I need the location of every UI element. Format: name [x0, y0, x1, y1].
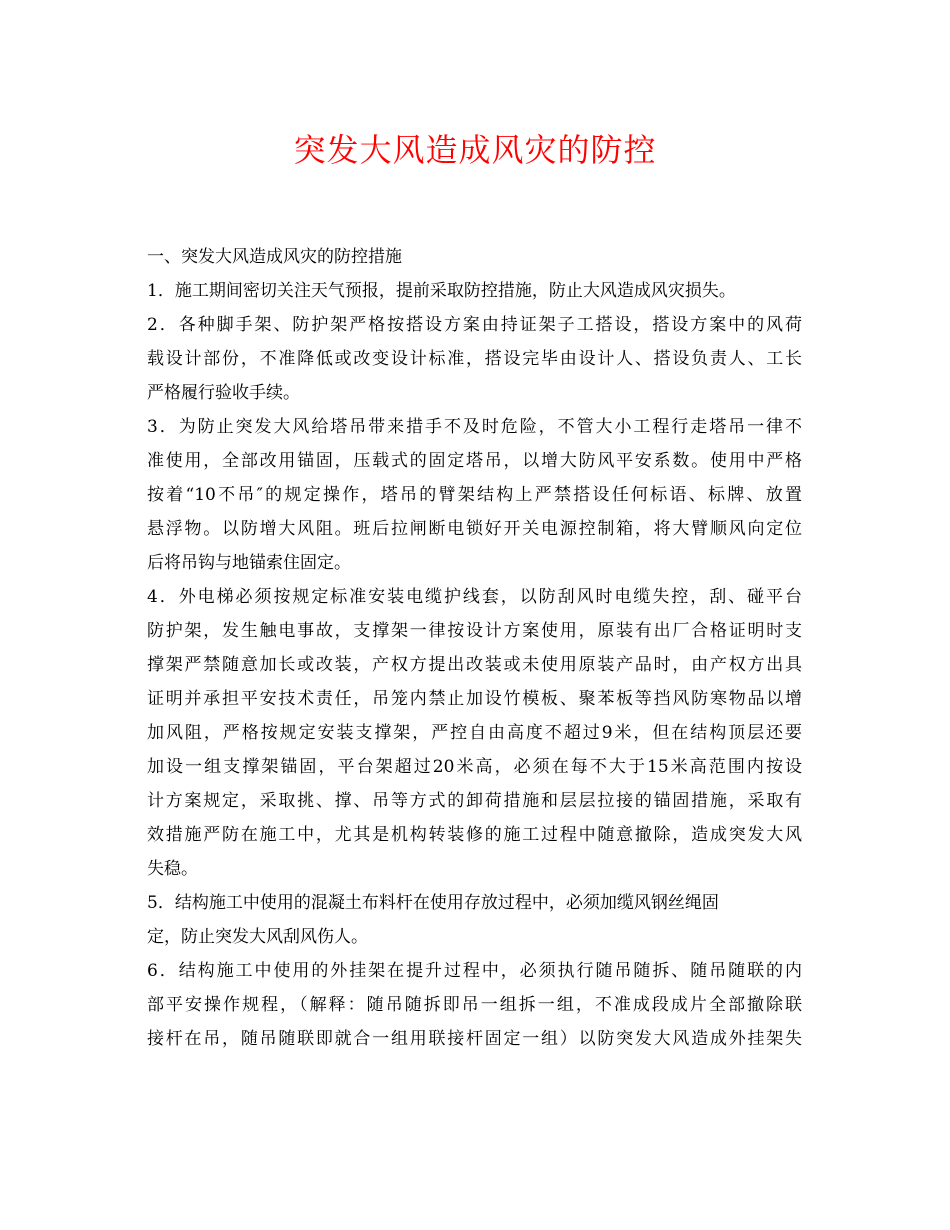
- paragraph-line: 证明并承担平安技术责任，吊笼内禁止加设竹模板、聚苯板等挡风防寒物品以增: [147, 689, 802, 709]
- paragraph-line: 加设一组支撑架锚固，平台架超过20米高，必须在每不大于15米高范围内按设: [147, 757, 802, 777]
- paragraph-line: 2．各种脚手架、防护架严格按搭设方案由持证架子工搭设，搭设方案中的风荷: [147, 315, 802, 335]
- paragraph-line: 严格履行验收手续。: [147, 383, 300, 403]
- paragraph-line: 悬浮物。以防增大风阻。班后拉闸断电锁好开关电源控制箱，将大臂顺风向定位: [147, 519, 802, 539]
- document-body: [147, 240, 802, 1056]
- paragraph-line: 效措施严防在施工中，尤其是机构转装修的施工过程中随意撤除，造成突发大风: [147, 825, 802, 845]
- paragraph-line: 部平安操作规程，（解释：随吊随拆即吊一组拆一组，不准成段成片全部撤除联: [147, 995, 802, 1015]
- paragraph-line: 失稳。: [147, 859, 198, 879]
- paragraph-line: 防护架，发生触电事故，支撑架一律按设计方案使用，原装有出厂合格证明时支: [147, 621, 802, 641]
- paragraph-line: 1．施工期间密切关注天气预报，提前采取防控措施，防止大风造成风灾损失。: [147, 281, 736, 301]
- paragraph-line: 3．为防止突发大风给塔吊带来措手不及时危险，不管大小工程行走塔吊一律不: [147, 417, 802, 437]
- paragraph-line: 按着“10不吊″的规定操作，塔吊的臂架结构上严禁搭设任何标语、标牌、放置: [147, 485, 802, 505]
- paragraph-line: 加风阻，严格按规定安装支撑架，严控自由高度不超过9米，但在结构顶层还要: [147, 723, 802, 743]
- paragraph-line: 撑架严禁随意加长或改装，产权方提出改装或未使用原装产品时，由产权方出具: [147, 655, 802, 675]
- paragraph-line: 计方案规定，采取挑、撑、吊等方式的卸荷措施和层层拉接的锚固措施，采取有: [147, 791, 802, 811]
- paragraph-line: 后将吊钩与地锚索住固定。: [147, 553, 351, 573]
- paragraph-line: 载设计部份，不准降低或改变设计标准，搭设完毕由设计人、搭设负责人、工长: [147, 349, 802, 369]
- paragraph-line: 定，防止突发大风刮风伤人。: [147, 927, 368, 947]
- paragraph-line: 6．结构施工中使用的外挂架在提升过程中，必须执行随吊随拆、随吊随联的内: [147, 961, 802, 981]
- paragraph-line: 接杆在吊，随吊随联即就合一组用联接杆固定一组）以防突发大风造成外挂架失: [147, 1029, 802, 1049]
- section-heading: 一、突发大风造成风灾的防控措施: [147, 247, 402, 267]
- paragraph-line: 准使用，全部改用锚固，压载式的固定塔吊，以增大防风平安系数。使用中严格: [147, 451, 802, 471]
- document-title: 突发大风造成风灾的防控: [293, 131, 657, 169]
- paragraph-line: 4．外电梯必须按规定标准安装电缆护线套，以防刮风时电缆失控，刮、碰平台: [147, 587, 802, 607]
- paragraph-line: 5．结构施工中使用的混凝土布料杆在使用存放过程中，必须加缆风钢丝绳固: [147, 893, 719, 913]
